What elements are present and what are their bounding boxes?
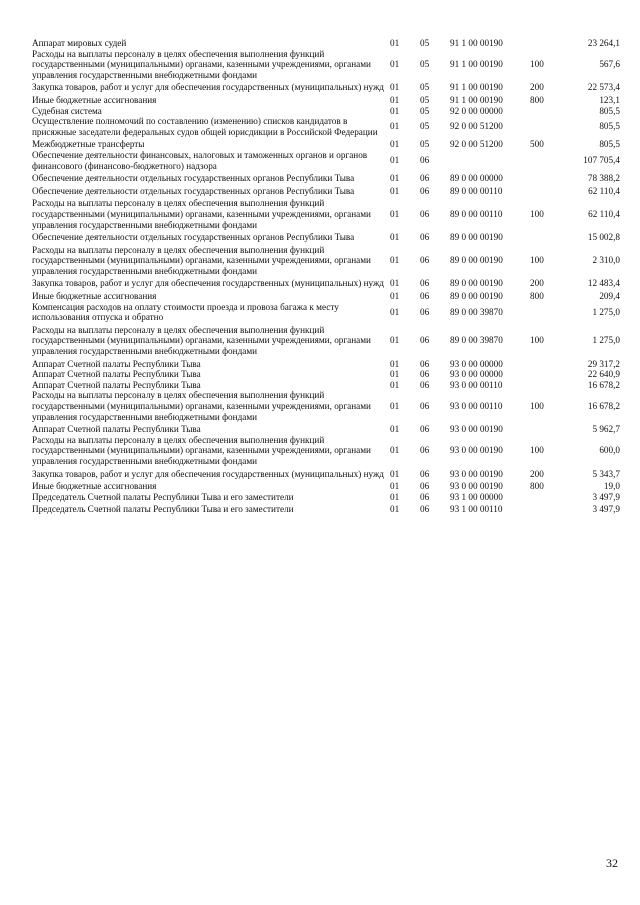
row-amount: 23 264,1 — [587, 38, 620, 48]
table-row — [32, 82, 620, 95]
table-row — [32, 232, 620, 245]
row-expense-type — [530, 38, 570, 49]
row-name: Обеспечение деятельности отдельных государственных органов Республики Тыва — [32, 185, 355, 196]
row-section: 01 — [390, 291, 400, 302]
row-name: Аппарат Счетной палаты Республики Тыва — [32, 424, 201, 435]
row-name: Межбюджетные трансферты — [32, 139, 145, 150]
row-name: Обеспечение деятельности отдельных государственных органов Республики Тыва — [32, 173, 355, 184]
row-section: 01 — [390, 94, 400, 105]
row-target-article: 92 0 00 00000 — [450, 105, 503, 116]
row-target-article: 93 0 00 00110 — [450, 379, 503, 390]
row-name: Обеспечение деятельности отдельных государственных органов Республики Тыва — [32, 232, 355, 243]
row-name: Аппарат Счетной палаты Республики Тыва — [32, 379, 201, 390]
row-subsection: 06 — [420, 232, 430, 243]
row-name: Расходы на выплаты персоналу в целях обеспечения выполнения функций государственными (муниципальными) органами, казенными учреждениями, органами управления государственными внебюджетными фондами — [32, 390, 371, 422]
row-target-article: 93 0 00 00000 — [450, 369, 503, 380]
row-expense-type — [530, 369, 570, 380]
row-name: Иные бюджетные ассигнования — [32, 94, 157, 105]
row-subsection: 06 — [420, 468, 430, 479]
row-section: 01 — [390, 491, 400, 502]
row-name: Обеспечение деятельности финансовых, налоговых и таможенных органов и органов финансового (финансово-бюджетного) надзора — [32, 149, 368, 171]
row-amount: 3 497,9 — [592, 504, 620, 515]
row-target-article: 89 0 00 00110 — [450, 185, 503, 196]
row-section: 01 — [390, 121, 400, 132]
row-name: Председатель Счетной палаты Республики Тыва и его заместители — [32, 504, 294, 515]
row-name: Расходы на выплаты персоналу в целях обеспечения выполнения функций государственными (муниципальными) органами, казенными учреждениями, органами управления государственными внебюджетными фондами — [32, 48, 371, 80]
budget-table — [32, 38, 620, 517]
table-row — [32, 469, 620, 482]
row-target-article: 91 1 00 00190 — [450, 94, 503, 105]
row-section: 01 — [390, 185, 400, 196]
table-row — [32, 95, 620, 106]
row-expense-type: 800 — [530, 481, 544, 492]
row-name: Аппарат Счетной палаты Республики Тыва — [32, 369, 201, 380]
row-amount: 12 483,4 — [587, 278, 620, 289]
row-amount: 62 110,4 — [588, 185, 620, 196]
row-target-article: 91 1 00 00190 — [450, 59, 503, 70]
table-row — [32, 106, 620, 117]
row-amount: 5 962,7 — [592, 424, 620, 435]
row-amount: 2 310,0 — [592, 255, 620, 266]
row-target-article: 91 1 00 00190 — [450, 38, 503, 48]
row-section: 01 — [390, 358, 400, 369]
row-target-article: 89 0 00 00110 — [450, 208, 503, 219]
row-target-article: 91 1 00 00190 — [450, 82, 503, 93]
row-expense-type — [530, 302, 570, 325]
row-subsection: 05 — [420, 121, 430, 132]
table-row — [32, 302, 620, 325]
row-amount: 567,6 — [599, 59, 620, 70]
table-row — [32, 359, 620, 370]
table-row — [32, 380, 620, 391]
row-target-article: 93 0 00 00110 — [450, 401, 503, 411]
row-name: Закупка товаров, работ и услуг для обеспечения государственных (муниципальных) нужд — [32, 82, 384, 93]
row-name: Закупка товаров, работ и услуг для обеспечения государственных (муниципальных) нужд — [32, 278, 384, 289]
row-target-article: 92 0 00 51200 — [450, 121, 503, 132]
table-row — [32, 139, 620, 150]
row-expense-type: 500 — [530, 139, 544, 150]
row-subsection: 06 — [420, 155, 430, 166]
row-amount: 805,5 — [599, 139, 620, 150]
row-expense-type — [530, 380, 570, 391]
row-target-article: 93 0 00 00000 — [450, 358, 503, 369]
row-subsection: 06 — [420, 208, 430, 219]
table-row — [32, 173, 620, 186]
row-target-article: 93 0 00 00190 — [450, 481, 503, 492]
row-target-article: 93 0 00 00190 — [450, 424, 503, 435]
row-target-article: 89 0 00 00190 — [450, 278, 503, 289]
row-amount: 1 275,0 — [592, 335, 620, 346]
row-target-article: 89 0 00 00000 — [450, 173, 503, 184]
row-amount: 805,5 — [599, 105, 620, 116]
row-expense-type: 200 — [530, 82, 544, 93]
row-target-article: 89 0 00 00190 — [450, 291, 503, 302]
row-section: 01 — [390, 369, 400, 380]
row-amount: 78 388,2 — [587, 173, 620, 184]
row-amount: 600,0 — [599, 445, 620, 456]
row-section: 01 — [390, 105, 400, 116]
row-section: 01 — [390, 401, 400, 411]
table-row — [32, 278, 620, 291]
row-section: 01 — [390, 424, 400, 435]
row-subsection: 05 — [420, 105, 430, 116]
row-name: Судебная система — [32, 105, 102, 116]
row-name: Расходы на выплаты персоналу в целях обеспечения выполнения функций государственными (муниципальными) органами, казенными учреждениями, органами управления государственными внебюджетными фондами — [32, 244, 371, 276]
table-row — [32, 481, 620, 492]
row-expense-type — [530, 173, 570, 186]
row-expense-type: 100 — [530, 335, 544, 346]
row-expense-type — [530, 186, 570, 199]
row-subsection: 06 — [420, 255, 430, 266]
row-name: Закупка товаров, работ и услуг для обеспечения государственных (муниципальных) нужд — [32, 468, 384, 479]
row-amount: 16 678,2 — [587, 401, 620, 411]
row-target-article: 89 0 00 00190 — [450, 255, 503, 266]
table-row — [32, 390, 620, 424]
row-expense-type: 100 — [530, 59, 544, 70]
row-amount: 107 705,4 — [583, 155, 620, 166]
row-amount: 19,0 — [603, 481, 620, 492]
row-subsection: 06 — [420, 424, 430, 435]
row-target-article: 92 0 00 51200 — [450, 139, 503, 150]
row-name: Осуществление полномочий по составлению (изменению) списков кандидатов в присяжные заседатели федеральных судов общей юрисдикции в Российской Федерации — [32, 116, 378, 137]
row-section: 01 — [390, 38, 400, 48]
row-section: 01 — [390, 335, 400, 346]
row-section: 01 — [390, 82, 400, 93]
row-expense-type — [530, 492, 570, 505]
row-amount: 16 678,2 — [587, 379, 620, 390]
row-section: 01 — [390, 208, 400, 219]
table-row — [32, 492, 620, 505]
row-expense-type: 100 — [530, 255, 544, 266]
row-subsection: 06 — [420, 369, 430, 380]
row-subsection: 06 — [420, 306, 430, 317]
row-amount: 1 275,0 — [592, 306, 620, 317]
table-row — [32, 325, 620, 359]
row-name: Иные бюджетные ассигнования — [32, 481, 157, 492]
row-expense-type: 100 — [530, 445, 544, 456]
row-amount: 123,1 — [599, 94, 620, 105]
row-section: 01 — [390, 255, 400, 266]
row-expense-type — [530, 359, 570, 370]
table-row — [32, 116, 620, 139]
row-name: Иные бюджетные ассигнования — [32, 291, 157, 302]
row-amount: 22 573,4 — [587, 82, 620, 93]
row-subsection: 06 — [420, 491, 430, 502]
budget-table-body — [32, 38, 620, 517]
table-row — [32, 291, 620, 302]
row-expense-type — [530, 116, 570, 139]
row-name: Расходы на выплаты персоналу в целях обеспечения выполнения функций государственными (муниципальными) органами, казенными учреждениями, органами управления государственными внебюджетными фондами — [32, 198, 371, 230]
row-target-article: 89 0 00 39870 — [450, 306, 503, 317]
row-subsection: 06 — [420, 335, 430, 346]
row-amount: 805,5 — [599, 121, 620, 132]
row-subsection: 06 — [420, 379, 430, 390]
row-expense-type: 200 — [530, 278, 544, 289]
row-subsection: 06 — [420, 173, 430, 184]
row-expense-type — [530, 106, 570, 117]
table-row — [32, 49, 620, 83]
row-subsection: 06 — [420, 291, 430, 302]
row-subsection: 06 — [420, 185, 430, 196]
row-target-article: 93 1 00 00000 — [450, 491, 503, 502]
table-row — [32, 198, 620, 232]
row-subsection: 05 — [420, 38, 430, 48]
row-name: Председатель Счетной палаты Республики Тыва и его заместители — [32, 491, 294, 502]
row-amount: 15 002,8 — [587, 232, 620, 243]
row-section: 01 — [390, 468, 400, 479]
row-name: Расходы на выплаты персоналу в целях обеспечения выполнения функций государственными (муниципальными) органами, казенными учреждениями, органами управления государственными внебюджетными фондами — [32, 324, 371, 357]
row-expense-type: 200 — [530, 468, 544, 479]
row-section: 01 — [390, 504, 400, 515]
row-section: 01 — [390, 139, 400, 150]
table-row — [32, 150, 620, 173]
table-row — [32, 435, 620, 469]
row-subsection: 06 — [420, 504, 430, 515]
row-name: Компенсация расходов на оплату стоимости проезда и провоза багажа к месту использования отпуска и обратно — [32, 301, 339, 323]
table-row — [32, 504, 620, 517]
row-expense-type: 100 — [530, 401, 544, 411]
row-target-article — [450, 150, 530, 173]
row-expense-type: 100 — [530, 208, 544, 219]
row-subsection: 06 — [420, 278, 430, 289]
row-section: 01 — [390, 155, 400, 166]
row-amount: 5 343,7 — [592, 468, 620, 479]
row-amount: 3 497,9 — [592, 491, 620, 502]
row-expense-type — [530, 232, 570, 245]
row-section: 01 — [390, 59, 400, 70]
row-amount: 62 110,4 — [588, 208, 620, 219]
row-subsection: 06 — [420, 401, 430, 411]
table-row — [32, 245, 620, 279]
row-target-article: 93 0 00 00190 — [450, 468, 503, 479]
row-subsection: 06 — [420, 358, 430, 369]
row-section: 01 — [390, 278, 400, 289]
table-row — [32, 186, 620, 199]
row-target-article: 93 1 00 00110 — [450, 504, 503, 515]
row-section: 01 — [390, 379, 400, 390]
row-name: Расходы на выплаты персоналу в целях обеспечения выполнения функций государственными (муниципальными) органами, казенными учреждениями, органами управления государственными внебюджетными фондами — [32, 434, 371, 466]
row-expense-type: 800 — [530, 291, 544, 302]
row-name: Аппарат Счетной палаты Республики Тыва — [32, 358, 201, 369]
row-amount: 29 317,2 — [587, 358, 620, 369]
table-row — [32, 424, 620, 435]
row-expense-type — [530, 424, 570, 435]
table-row — [32, 369, 620, 380]
row-subsection: 05 — [420, 59, 430, 70]
row-expense-type: 800 — [530, 94, 544, 105]
row-subsection: 06 — [420, 481, 430, 492]
row-subsection: 05 — [420, 139, 430, 150]
row-section: 01 — [390, 445, 400, 456]
row-section: 01 — [390, 481, 400, 492]
row-section: 01 — [390, 232, 400, 243]
row-section: 01 — [390, 173, 400, 184]
row-section: 01 — [390, 306, 400, 317]
row-amount: 209,4 — [599, 291, 620, 302]
row-expense-type — [530, 504, 570, 517]
row-target-article: 89 0 00 39870 — [450, 335, 503, 346]
row-target-article: 89 0 00 00190 — [450, 232, 503, 243]
page-number: 32 — [606, 856, 618, 870]
row-name: Аппарат мировых судей — [32, 38, 127, 48]
row-subsection: 06 — [420, 445, 430, 456]
row-target-article: 93 0 00 00190 — [450, 445, 503, 456]
row-expense-type — [530, 150, 570, 173]
table-row — [32, 38, 620, 49]
row-subsection: 05 — [420, 94, 430, 105]
row-subsection: 05 — [420, 82, 430, 93]
row-amount: 22 640,9 — [587, 369, 620, 380]
